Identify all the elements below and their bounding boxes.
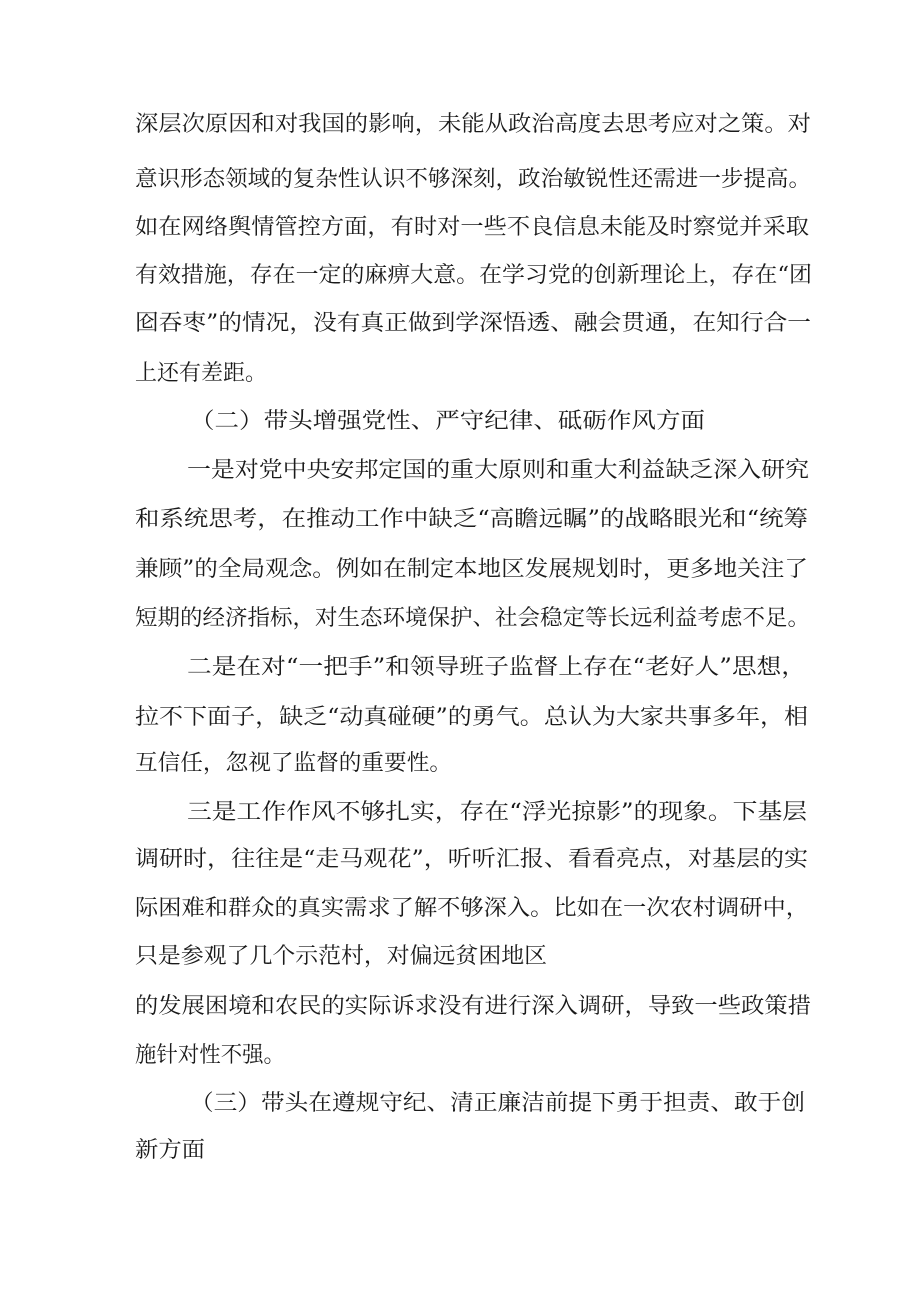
text-line-content: 调研时，往往是“走马观花”，听听汇报、看看亮点，对基层的实: [135, 847, 808, 872]
text-line-content: 上还有差距。: [135, 361, 267, 386]
text-line-content: 二是在对“一把手”和领导班子监督上存在“老好人”思想，: [187, 655, 806, 680]
heading-text: 新方面: [135, 1138, 205, 1163]
text-line: [0, 304, 920, 344]
text-line-content: 有效措施，存在一定的麻痹大意。在学习党的创新理论上，存在“团: [135, 263, 812, 288]
text-line-content: 一是对党中央安邦定国的重大原则和重大利益缺乏深入研究: [187, 458, 809, 483]
text-line: [0, 500, 920, 540]
text-line-content: 短期的经济指标，对生态环境保护、社会稳定等长远利益考虑不足。: [135, 606, 810, 631]
text-line: [0, 987, 920, 1027]
text-line: [0, 744, 920, 784]
text-line-content: 囵吞枣”的情况，没有真正做到学深悟透、融会贯通，在知行合一: [135, 311, 811, 336]
text-line: [0, 793, 920, 833]
text-line: [0, 599, 920, 639]
text-line-content: 如在网络舆情管控方面，有时对一些不良信息未能及时察觉并采取: [135, 215, 809, 240]
text-line: [0, 208, 920, 248]
text-line-content: 互信任，忽视了监督的重要性。: [135, 751, 452, 776]
text-line: [0, 160, 920, 200]
text-line-content: 际困难和群众的真实需求了解不够深入。比如在一次农村调研中，: [135, 896, 809, 921]
text-line-content: 三是工作作风不够扎实，存在“浮光掠影”的现象。下基层: [187, 800, 807, 825]
text-line-content: 只是参观了几个示范村，对偏远贫困地区: [135, 944, 547, 969]
heading-text: （三）带头在遵规守纪、清正廉洁前提下勇于担责、敢于创: [190, 1091, 805, 1116]
text-line: [0, 698, 920, 738]
text-line: [0, 354, 920, 394]
text-line: [0, 550, 920, 590]
heading-line: [0, 1131, 920, 1171]
text-line-content: 拉不下面子，缺乏“动真碰硬”的勇气。总认为大家共事多年，相: [135, 705, 808, 730]
text-line: [0, 840, 920, 880]
text-line-content: 兼顾”的全局观念。例如在制定本地区发展规划时，更多地关注了: [135, 557, 808, 582]
text-line-content: 意识形态领域的复杂性认识不够深刻，政治敏锐性还需进一步提高。: [135, 167, 811, 192]
text-line: [0, 1036, 920, 1076]
text-line: [0, 256, 920, 296]
text-line-content: 深层次原因和对我国的影响，未能从政治高度去思考应对之策。对: [135, 112, 811, 137]
heading-line: [0, 1084, 920, 1124]
text-line: [0, 889, 920, 929]
text-line-content: 施针对性不强。: [135, 1043, 285, 1068]
text-line: [0, 451, 920, 491]
heading-line: [0, 402, 920, 442]
heading-text: （二）带头增强党性、严守纪律、砥砺作风方面: [190, 409, 705, 434]
text-line-content: 的发展困境和农民的实际诉求没有进行深入调研，导致一些政策措: [135, 994, 811, 1019]
text-line-content: 和系统思考，在推动工作中缺乏“高瞻远瞩”的战略眼光和“统筹: [135, 507, 808, 532]
text-line: [0, 937, 920, 977]
text-line: [0, 105, 920, 145]
text-line: [0, 648, 920, 688]
